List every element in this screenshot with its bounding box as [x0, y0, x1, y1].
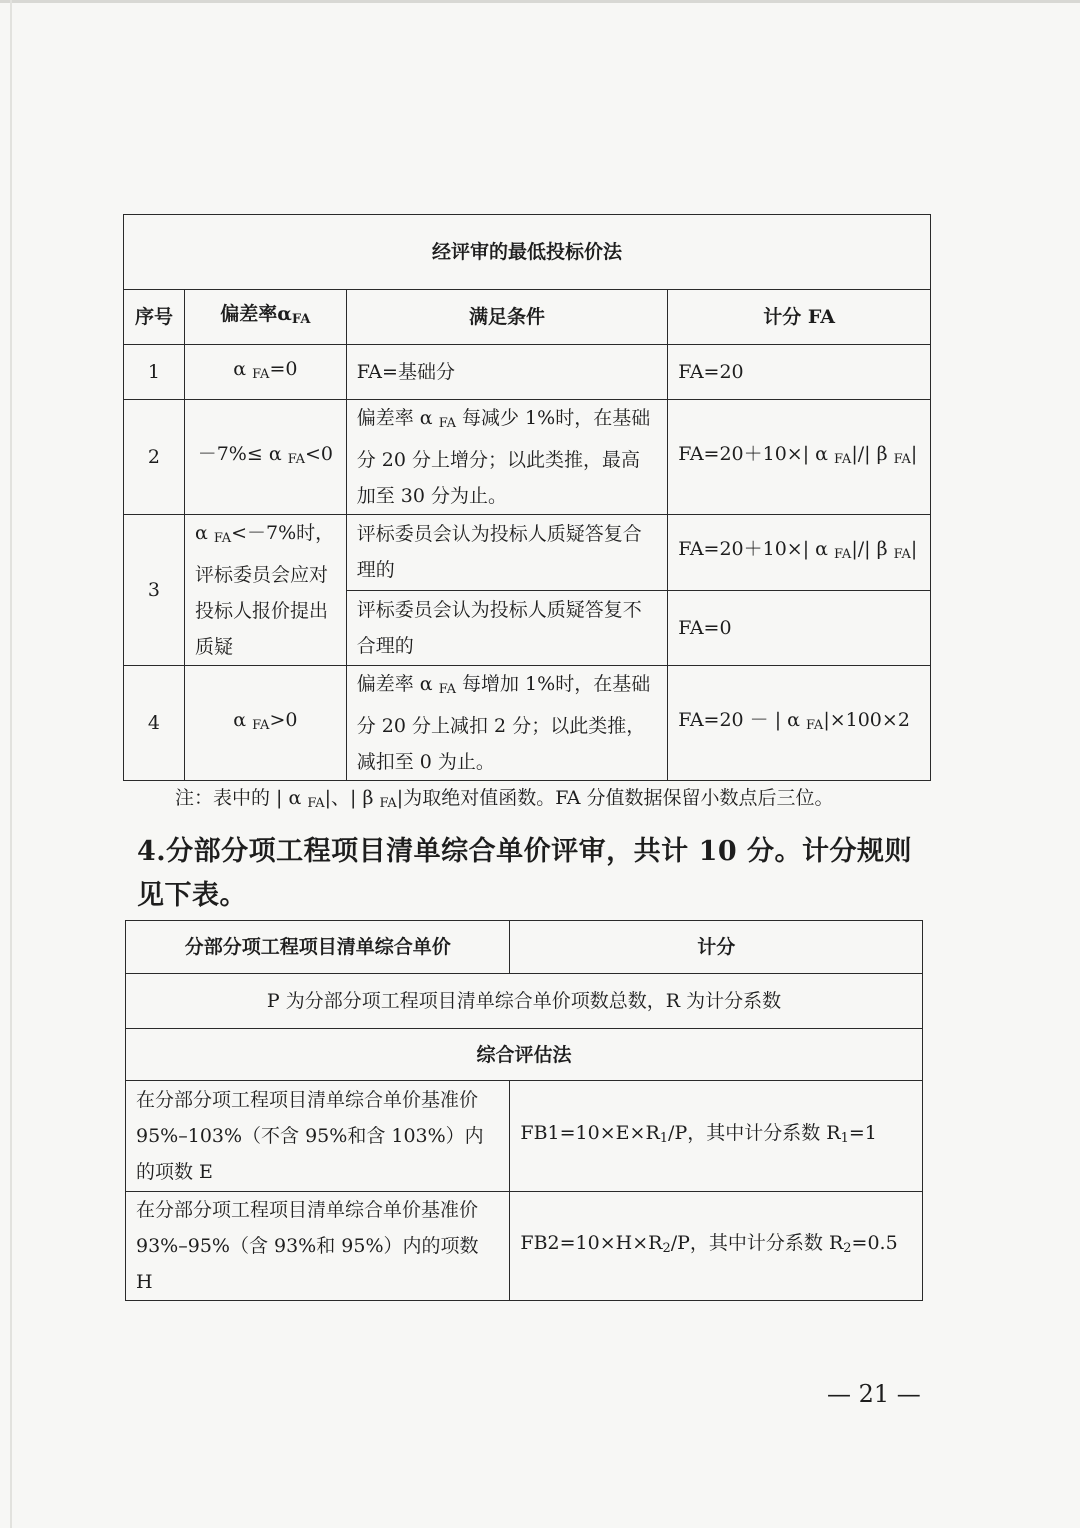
- header-unit-price: 分部分项工程项目清单综合单价: [126, 921, 510, 974]
- table-row: [126, 1192, 923, 1301]
- row-score: $FB1=10\times E\times R_1/P$，其中计分系数 $R_1=1$: [510, 1081, 923, 1192]
- table-row: [126, 1081, 923, 1192]
- row-condition: 评标委员会认为投标人质疑答复合理的: [346, 515, 668, 591]
- row-score: $FB2=10\times H\times R_2/P$，其中计分系数 $R_2=0.5$: [510, 1192, 923, 1301]
- table2-description-row: [126, 974, 923, 1029]
- row-score: FA=20＋10×| α $_{FA}$|/| β $_{FA}$|: [668, 400, 931, 515]
- table-row: [124, 345, 931, 400]
- row-score: FA=20: [668, 345, 931, 400]
- table-row: [124, 400, 931, 515]
- row-score: FA=0: [668, 590, 931, 666]
- row-condition: 偏差率 α $_{FA}$ 每减少 1%时，在基础分 20 分上增分；以此类推，最高加至 30 分为止。: [346, 400, 668, 515]
- page-top-edge: [0, 0, 1080, 3]
- header-condition: 满足条件: [346, 290, 668, 345]
- lowest-price-table: [123, 214, 931, 781]
- table-row: [124, 515, 931, 591]
- row-rate: α $_{FA}$=0: [184, 345, 346, 400]
- row-condition: 评标委员会认为投标人质疑答复不合理的: [346, 590, 668, 666]
- table1-header-row: [124, 290, 931, 345]
- row-rate: －7%≤ α $_{FA}$<0: [184, 400, 346, 515]
- table2-description: P 为分部分项工程项目清单综合单价项数总数，R 为计分系数: [126, 974, 923, 1029]
- header-deviation-rate: 偏差率$\alpha_{FA}$: [184, 290, 346, 345]
- table2-method: 综合评估法: [126, 1029, 923, 1081]
- row-rate: α $_{FA}$>0: [184, 666, 346, 781]
- row-score: FA=20 － | α $_{FA}$|×100×2: [668, 666, 931, 781]
- row-no: 3: [124, 515, 185, 666]
- unit-price-table: [125, 920, 923, 1301]
- header-score: 计分 FA: [668, 290, 931, 345]
- row-condition: 偏差率 α $_{FA}$ 每增加 1%时，在基础分 20 分上减扣 2 分；以此类推，减扣至 0 为止。: [346, 666, 668, 781]
- row-no: 2: [124, 400, 185, 515]
- row-condition: 在分部分项工程项目清单综合单价基准价 93%–95%（含 93%和 95%）内的项数 H: [126, 1192, 510, 1301]
- row-score: FA=20＋10×| α $_{FA}$|/| β $_{FA}$|: [668, 515, 931, 591]
- row-condition: FA=基础分: [346, 345, 668, 400]
- row-rate: α $_{FA}$<－7%时，评标委员会应对投标人报价提出质疑: [184, 515, 346, 666]
- table2-header-row: [126, 921, 923, 974]
- table-note: 注：表中的 | α $_{FA}$|、| β $_{FA}$|为取绝对值函数。FA 分值数据保留小数点后三位。: [175, 787, 834, 811]
- table1-title: 经评审的最低投标价法: [124, 215, 931, 290]
- row-condition: 在分部分项工程项目清单综合单价基准价 95%–103%（不含 95%和含 103%）内的项数 E: [126, 1081, 510, 1192]
- header-no: 序号: [124, 290, 185, 345]
- page-left-edge: [10, 0, 12, 1528]
- table-row: [124, 666, 931, 781]
- row-no: 1: [124, 345, 185, 400]
- row-no: 4: [124, 666, 185, 781]
- table2-method-row: [126, 1029, 923, 1081]
- section-heading: 4.分部分项工程项目清单综合单价评审，共计 10 分。计分规则见下表。: [137, 836, 913, 911]
- page-number: — 21 —: [827, 1380, 921, 1408]
- header-score: 计分: [510, 921, 923, 974]
- table1-title-row: [124, 215, 931, 290]
